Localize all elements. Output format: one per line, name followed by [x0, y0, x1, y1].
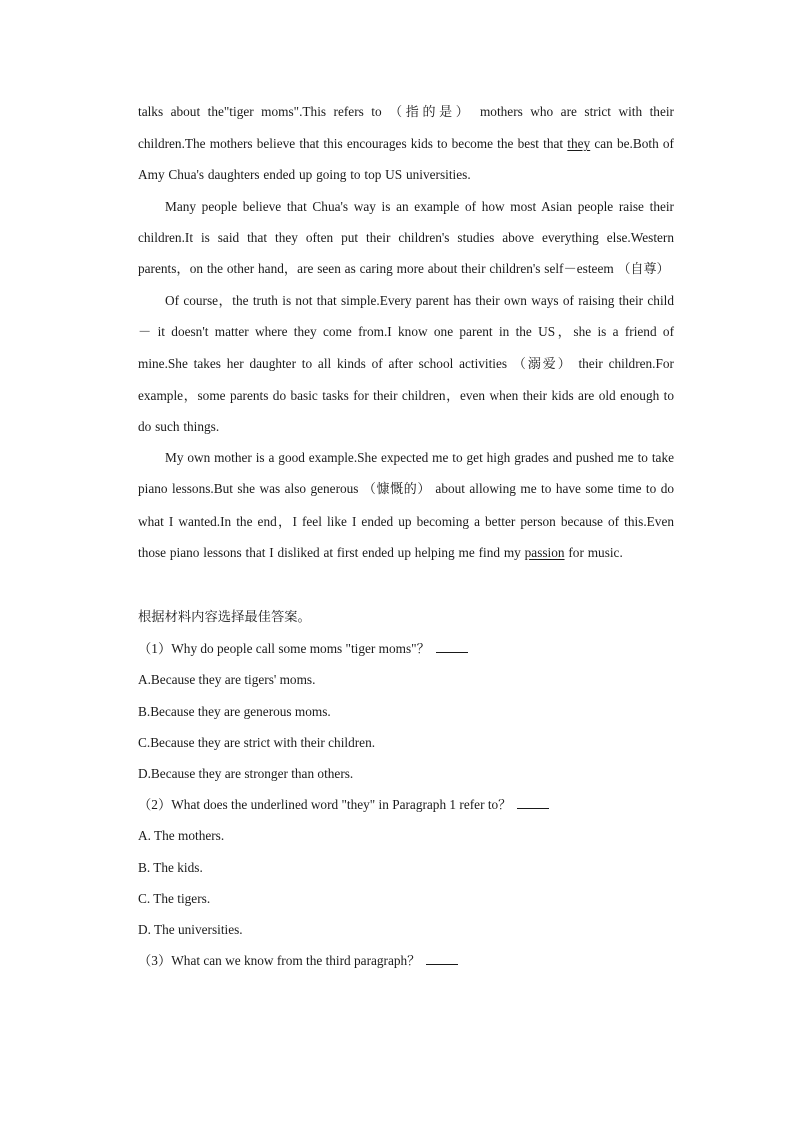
question-1-option-a: A.Because they are tigers' moms. [138, 672, 316, 688]
question-2-option-a: A. The mothers. [138, 828, 225, 844]
paragraph-2 [138, 191, 674, 286]
answer-blank-1[interactable] [436, 640, 468, 653]
questions-section [138, 602, 674, 976]
paragraph-1-text-c: can be.Both of Amy Chua's daughters ended up going to top US universities. [138, 136, 674, 183]
question-3-stem: （3）What can we know from the third paragraph？ [138, 945, 674, 976]
answer-blank-2[interactable] [517, 796, 549, 809]
question-1-option-b: B.Because they are generous moms. [138, 703, 331, 719]
paragraph-2-gloss: （自尊） [617, 262, 670, 278]
paragraph-3-gloss: （溺爱） [512, 356, 573, 372]
paragraph-4-gloss: （慷慨的） [362, 482, 431, 498]
question-1-option-c: C.Because they are strict with their children. [138, 734, 376, 750]
document-page [138, 96, 674, 976]
paragraph-1-gloss: （指的是） [389, 105, 473, 120]
question-1-option-d: D.Because they are stronger than others. [138, 766, 354, 782]
paragraph-4 [138, 442, 674, 568]
paragraph-1-text-a: talks about the"tiger moms".This refers to [138, 104, 390, 119]
underlined-word-passion: passion [524, 544, 565, 560]
paragraph-4-text-a: My own mother is a good example.She expected me to get high grades and pushed me to take piano lessons.But she was also generous [138, 450, 674, 497]
paragraph-2-text-a: Many people believe that Chua's way is an example of how most Asian people raise their children.It is said that they often put their children's studies above everything else.Western parents，on the other hand，are seen as caring more about their children's self－esteem [138, 198, 674, 277]
paragraph-1 [138, 96, 674, 191]
underlined-word-they: they [567, 136, 591, 152]
paragraph-4-text-b: about allowing me to have some time to do what I wanted.In the end，I feel like I ended up becoming a better person because of this.Even those piano lessons that I disliked at first ended up helping me find my [138, 481, 674, 560]
instruction: 根据材料内容选择最佳答案。 [138, 610, 311, 626]
answer-blank-3[interactable] [426, 952, 458, 965]
question-1-stem: （1）Why do people call some moms "tiger moms"？ [138, 633, 674, 664]
paragraph-4-text-c: for music. [564, 544, 623, 560]
question-2-option-c: C. The tigers. [138, 890, 211, 906]
paragraph-1-text-b: mothers who are strict with their children.The mothers believe that this encourages kids to become the best that [138, 104, 674, 152]
paragraph-3-text-a: Of course，the truth is not that simple.Every parent has their own ways of raising their child － it doesn't matter where they come from.I know one parent in the US，she is a friend of mine.She takes her daughter to all kinds of after school activities [138, 293, 674, 371]
question-2-stem: （2）What does the underlined word "they" in Paragraph 1 refer to？ [138, 789, 674, 820]
paragraph-3-text-b: their children.For example，some parents do basic tasks for their children，even when their kids are old enough to do such things. [138, 355, 674, 435]
question-2-option-b: B. The kids. [138, 859, 203, 875]
question-2-option-d: D. The universities. [138, 922, 243, 938]
paragraph-3 [138, 285, 674, 442]
